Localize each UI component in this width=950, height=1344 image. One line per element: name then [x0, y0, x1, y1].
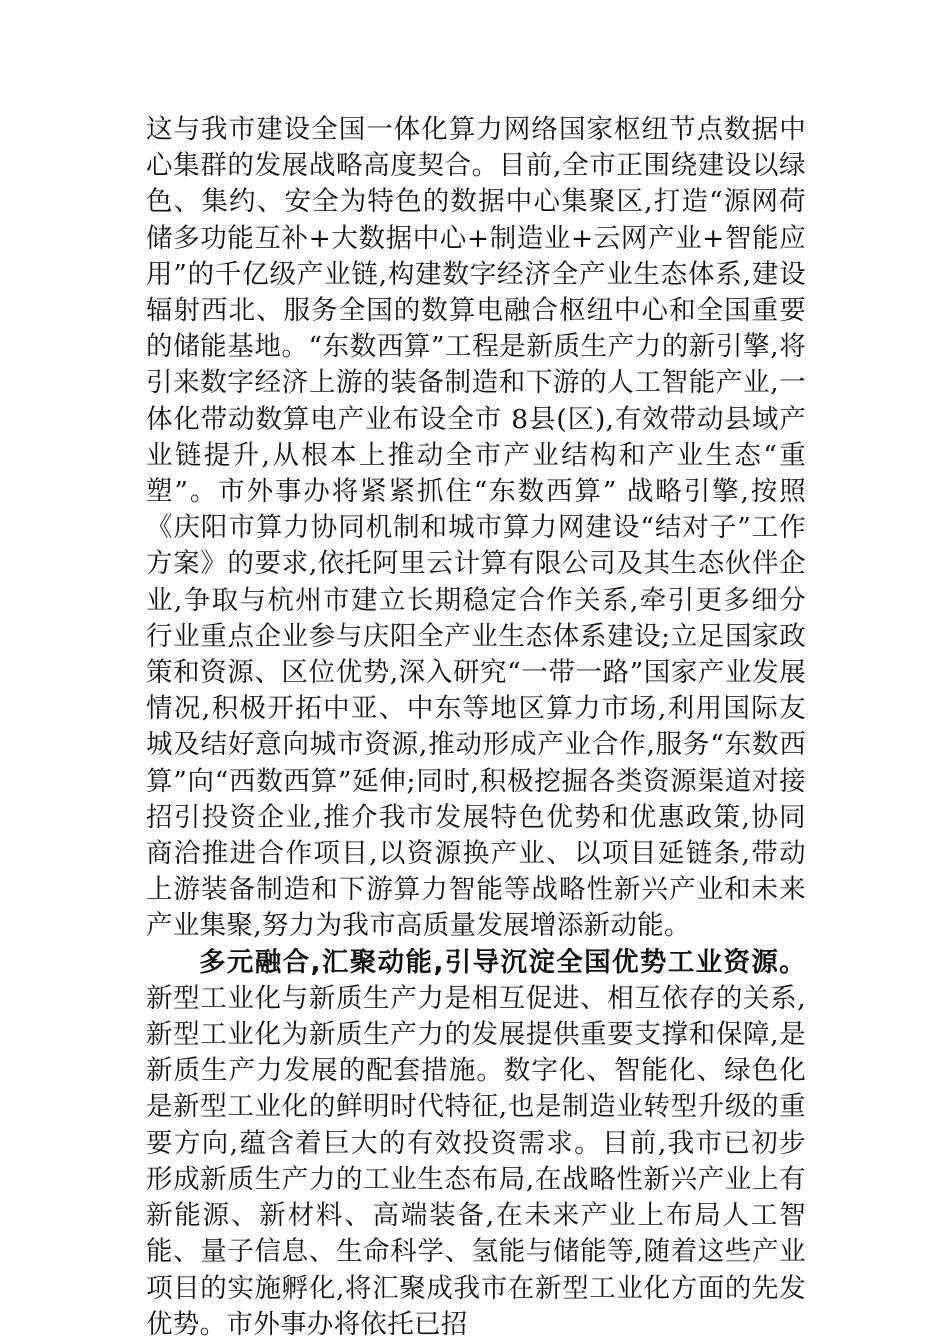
paragraph-text: 新型工业化与新质生产力是相互促进、相互依存的关系,新型工业化为新质生产力的发展提供重要支撑和保障,是新质生产力发展的配套措施。数字化、智能化、绿色化是新型工业化的鲜明时代特征,也是制造业转型升级的重要方向,蕴含着巨大的有效投资需求。目前,我市已初步形成新质生产力的工业生态布局,在战略性新兴产业上有新能源、新材料、高端装备,在未来产业上布局人工智能、量子信息、生命科学、氢能与储能等,随着这些产业项目的实施孵化,将汇聚成我市在新型工业化方面的先发优势。市外事办将依托已招 [146, 982, 806, 1340]
paragraph-continuation [146, 112, 806, 945]
body-text [146, 112, 806, 1343]
paragraph-text: 这与我市建设全国一体化算力网络国家枢纽节点数据中心集群的发展战略高度契合。目前,全市正围绕建设以绿色、集约、安全为特色的数据中心集聚区,打造“源网荷储多功能互补+大数据中心+制造业+云网产业+智能应用”的千亿级产业链,构建数字经济全产业生态体系,建设辐射西北、服务全国的数算电融合枢纽中心和全国重要的储能基地。“东数西算”工程是新质生产力的新引擎,将引来数字经济上游的装备制造和下游的人工智能产业,一体化带动数算电产业布设全市 8县(区),有效带动县域产业链提升,从根本上推动全市产业结构和产业生态“重塑”。市外事办将紧紧抓住“东数西算” 战略引擎,按照《庆阳市算力协同机制和城市算力网建设“结对子”工作方案》的要求,依托阿里云计算有限公司及其生态伙伴企业,争取与杭州市建立长期稳定合作关系,牵引更多细分行业重点企业参与庆阳全产业生态体系建设;立足国家政策和资源、区位优势,深入研究“一带一路”国家产业发展情况,积极开拓中亚、中东等地区算力市场,利用国际友城及结好意向城市资源,推动形成产业合作,服务“东数西算”向“西数西算”延伸;同时,积极挖掘各类资源渠道对接招引投资企业,推介我市发展特色优势和优惠政策,协同商洽推进合作项目,以资源换产业、以项目延链条,带动上游装备制造和下游算力智能等战略性新兴产业和未来产业集聚,努力为我市高质量发展增添新动能。 [146, 114, 806, 942]
paragraph-heading: 多元融合,汇聚动能,引导沉淀全国优势工业资源。 [199, 946, 806, 978]
paragraph-industrial-resources [146, 945, 806, 1343]
